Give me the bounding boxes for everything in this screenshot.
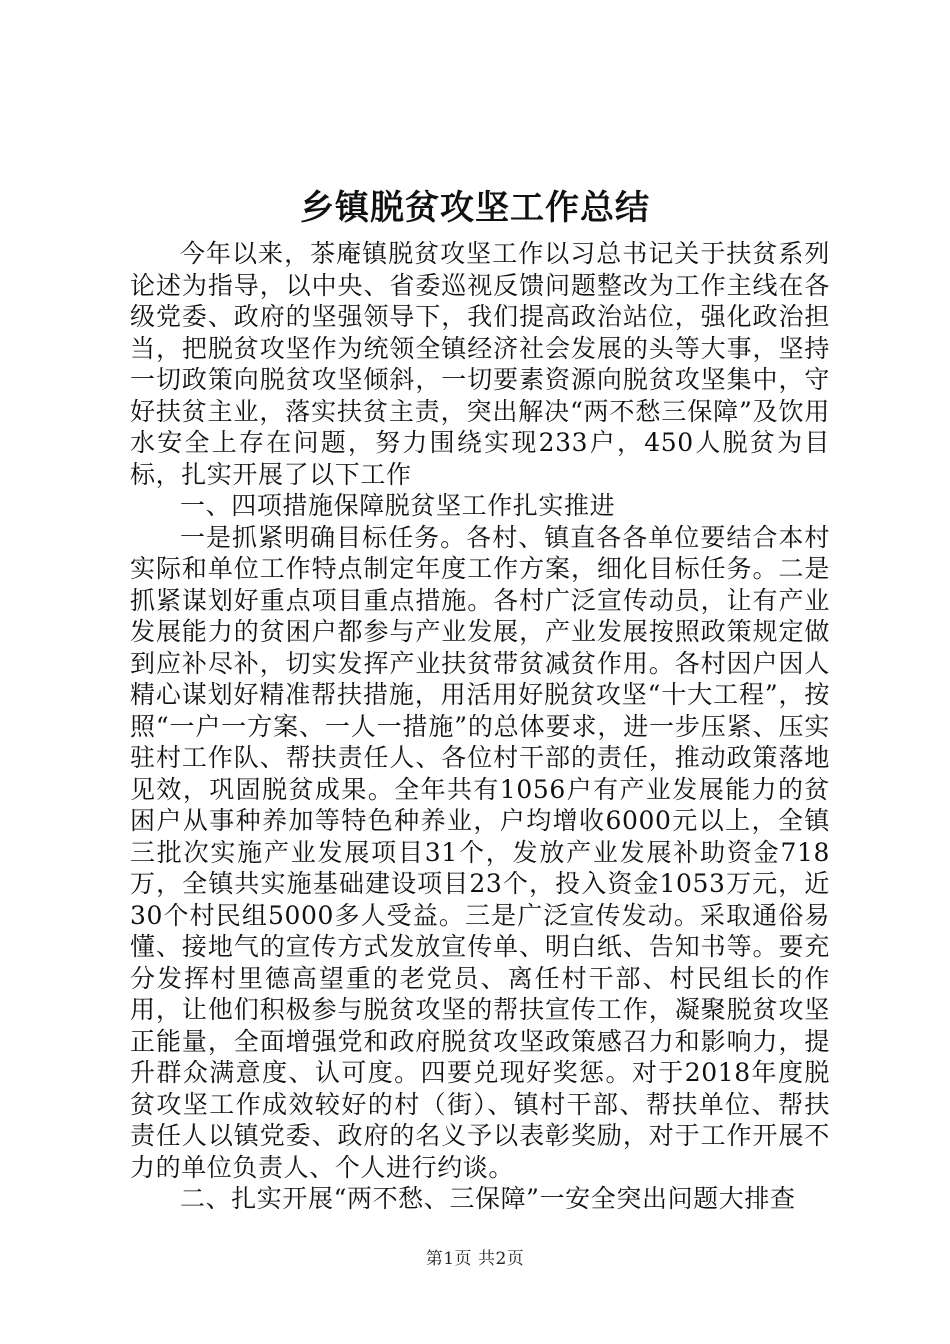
measures-paragraph: 一是抓紧明确目标任务。各村、镇直各各单位要结合本村实际和单位工作特点制定年度工作方案，细化目标任务。二是抓紧谋划好重点项目重点措施。各村广泛宣传动员，让有产业发展能力的贫困户都参与产业发展，产业发展按照政策规定做到应补尽补，切实发挥产业扶贫带贫减贫作用。各村因户因人精心谋划好精准帮扶措施，用活用好脱贫攻坚“十大工程”，按照“一户一方案、一人一措施”的总体要求，进一步压紧、压实驻村工作队、帮扶责任人、各位村干部的责任，推动政策落地见效，巩固脱贫成果。全年共有1056户有产业发展能力的贫困户从事种养加等特色种养业，户均增收6000元以上，全镇三批次实施产业发展项目31个，发放产业发展补助资金718万，全镇共实施基础建设项目23个，投入资金1053万元，近30个村民组5000多人受益。三是广泛宣传发动。采取通俗易懂、接地气的宣传方式发放宣传单、明白纸、告知书等。要充分发挥村里德高望重的老党员、离任村干部、村民组长的作用，让他们积极参与脱贫攻坚的帮扶宣传工作，凝聚脱贫攻坚正能量，全面增强党和政府脱贫攻坚政策感召力和影响力，提升群众满意度、认可度。四要兑现好奖惩。对于2018年度脱贫攻坚工作成效较好的村（街）、镇村干部、帮扶单位、帮扶责任人以镇党委、政府的名义予以表彰奖励，对于工作开展不力的单位负责人、个人进行约谈。 [130,522,830,1182]
page-number-footer: 第1页 共2页 [425,1249,525,1269]
document-title: 乡镇脱贫攻坚工作总结 [300,188,650,228]
intro-paragraph: 今年以来，茶庵镇脱贫攻坚工作以习总书记关于扶贫系列论述为指导，以中央、省委巡视反馈问题整改为工作主线在各级党委、政府的坚强领导下，我们提高政治站位，强化政治担当，把脱贫攻坚作为统领全镇经济社会发展的头等大事，坚持一切政策向脱贫攻坚倾斜，一切要素资源向脱贫攻坚集中，守好扶贫主业，落实扶贫主责，突出解决“两不愁三保障”及饮用水安全上存在问题，努力围绕实现233户，450人脱贫为目标，扎实开展了以下工作 [130,239,830,489]
document-body [130,238,830,1215]
section-heading-2: 二、扎实开展“两不愁、三保障”一安全突出问题大排查 [180,1184,796,1213]
section-heading-1: 一、四项措施保障脱贫坚工作扎实推进 [180,491,616,520]
